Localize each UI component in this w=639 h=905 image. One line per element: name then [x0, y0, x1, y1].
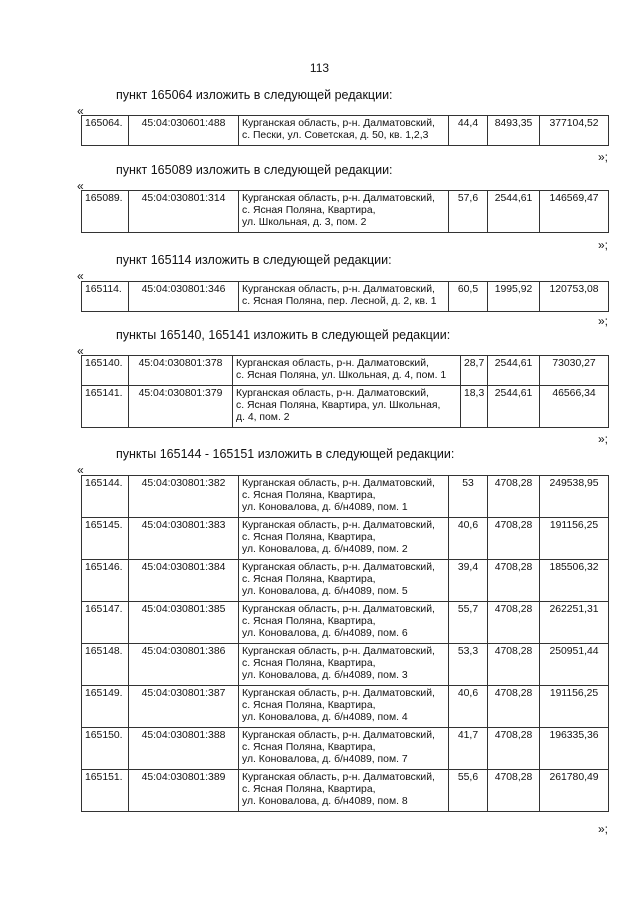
address-cell: [239, 686, 449, 728]
item-number-cell: 165146.: [82, 560, 129, 602]
address-cell: [239, 282, 449, 312]
address-line: с. Ясная Поляна, Квартира,: [242, 205, 376, 216]
unit-price-cell: 2544,61: [488, 191, 540, 233]
table-row: [82, 386, 609, 428]
cost-cell: 261780,49: [540, 770, 609, 812]
close-quote: »;: [598, 150, 609, 164]
table-row: [82, 686, 609, 728]
cost-cell: 191156,25: [540, 518, 609, 560]
address-line: с. Ясная Поляна, Квартира, ул. Школьная,: [236, 400, 441, 411]
address-line: с. Ясная Поляна, ул. Школьная, д. 4, пом. 1: [236, 370, 447, 381]
amendment-table: [81, 190, 609, 233]
area-cell: 60,5: [449, 282, 488, 312]
area-cell: 18,3: [461, 386, 488, 428]
open-quote: «: [77, 104, 84, 118]
cost-cell: 262251,31: [540, 602, 609, 644]
address-line: ул. Коновалова, д. б/н4089, пом. 5: [242, 586, 408, 597]
area-cell: 44,4: [449, 116, 488, 146]
address-line: Курганская область, р-н. Далматовский,: [242, 520, 435, 531]
address-line: ул. Коновалова, д. б/н4089, пом. 8: [242, 796, 408, 807]
close-quote: »;: [598, 432, 609, 446]
address-cell: [239, 191, 449, 233]
cost-cell: 377104,52: [540, 116, 609, 146]
item-number-cell: 165151.: [82, 770, 129, 812]
area-cell: 57,6: [449, 191, 488, 233]
cadastral-number-cell: 45:04:030801:388: [129, 728, 239, 770]
amendment-table: [81, 355, 609, 428]
unit-price-cell: 4708,28: [488, 686, 540, 728]
address-line: Курганская область, р-н. Далматовский,: [242, 772, 435, 783]
address-line: Курганская область, р-н. Далматовский,: [242, 604, 435, 615]
table-row: [82, 644, 609, 686]
cadastral-number-cell: 45:04:030801:384: [129, 560, 239, 602]
address-cell: [239, 602, 449, 644]
unit-price-cell: 8493,35: [488, 116, 540, 146]
area-cell: 53: [449, 476, 488, 518]
section-heading: пункты 165144 - 165151 изложить в следующей редакции:: [116, 447, 455, 461]
address-line: с. Ясная Поляна, Квартира,: [242, 700, 376, 711]
address-cell: [233, 356, 461, 386]
address-cell: [239, 728, 449, 770]
table-row: [82, 191, 609, 233]
table-row: [82, 728, 609, 770]
amendment-table: [81, 475, 609, 812]
address-line: ул. Школьная, д. 3, пом. 2: [242, 217, 367, 228]
open-quote: «: [77, 344, 84, 358]
section-heading: пункт 165114 изложить в следующей редакции:: [116, 253, 392, 267]
item-number-cell: 165144.: [82, 476, 129, 518]
open-quote: «: [77, 179, 84, 193]
address-line: Курганская область, р-н. Далматовский,: [242, 730, 435, 741]
amendment-table: [81, 115, 609, 146]
cost-cell: 249538,95: [540, 476, 609, 518]
item-number-cell: 165147.: [82, 602, 129, 644]
address-line: Курганская область, р-н. Далматовский,: [242, 688, 435, 699]
address-line: с. Ясная Поляна, Квартира,: [242, 784, 376, 795]
section-heading: пункт 165064 изложить в следующей редакции:: [116, 88, 393, 102]
unit-price-cell: 4708,28: [488, 770, 540, 812]
unit-price-cell: 4708,28: [488, 560, 540, 602]
page-number: 113: [309, 61, 330, 75]
unit-price-cell: 4708,28: [488, 602, 540, 644]
open-quote: «: [77, 463, 84, 477]
address-line: Курганская область, р-н. Далматовский,: [236, 358, 429, 369]
address-line: с. Ясная Поляна, Квартира,: [242, 658, 376, 669]
unit-price-cell: 1995,92: [488, 282, 540, 312]
table-row: [82, 116, 609, 146]
area-cell: 28,7: [461, 356, 488, 386]
cadastral-number-cell: 45:04:030801:314: [129, 191, 239, 233]
amendment-table: [81, 281, 609, 312]
cadastral-number-cell: 45:04:030801:387: [129, 686, 239, 728]
table-row: [82, 476, 609, 518]
cost-cell: 146569,47: [540, 191, 609, 233]
table-body: [82, 476, 609, 812]
open-quote: «: [77, 269, 84, 283]
unit-price-cell: 4708,28: [488, 518, 540, 560]
area-cell: 41,7: [449, 728, 488, 770]
unit-price-cell: 2544,61: [488, 356, 540, 386]
cadastral-number-cell: 45:04:030801:385: [129, 602, 239, 644]
item-number-cell: 165145.: [82, 518, 129, 560]
address-line: ул. Коновалова, д. б/н4089, пом. 1: [242, 502, 408, 513]
item-number-cell: 165148.: [82, 644, 129, 686]
address-line: с. Ясная Поляна, Квартира,: [242, 574, 376, 585]
area-cell: 55,7: [449, 602, 488, 644]
close-quote: »;: [598, 314, 609, 328]
cost-cell: 73030,27: [540, 356, 609, 386]
cadastral-number-cell: 45:04:030801:379: [129, 386, 233, 428]
item-number-cell: 165064.: [82, 116, 129, 146]
cost-cell: 196335,36: [540, 728, 609, 770]
address-cell: [239, 644, 449, 686]
address-line: ул. Коновалова, д. б/н4089, пом. 4: [242, 712, 408, 723]
unit-price-cell: 4708,28: [488, 728, 540, 770]
address-line: Курганская область, р-н. Далматовский,: [242, 284, 435, 295]
address-line: Курганская область, р-н. Далматовский,: [236, 388, 429, 399]
table-row: [82, 518, 609, 560]
cost-cell: 185506,32: [540, 560, 609, 602]
table-body: [82, 191, 609, 233]
close-quote: »;: [598, 238, 609, 252]
item-number-cell: 165149.: [82, 686, 129, 728]
item-number-cell: 165089.: [82, 191, 129, 233]
address-line: Курганская область, р-н. Далматовский,: [242, 646, 435, 657]
address-line: Курганская область, р-н. Далматовский,: [242, 118, 435, 129]
cost-cell: 250951,44: [540, 644, 609, 686]
address-line: ул. Коновалова, д. б/н4089, пом. 3: [242, 670, 408, 681]
area-cell: 40,6: [449, 686, 488, 728]
cost-cell: 120753,08: [540, 282, 609, 312]
item-number-cell: 165141.: [82, 386, 129, 428]
address-cell: [233, 386, 461, 428]
address-line: с. Ясная Поляна, Квартира,: [242, 616, 376, 627]
unit-price-cell: 4708,28: [488, 644, 540, 686]
address-cell: [239, 770, 449, 812]
address-line: ул. Коновалова, д. б/н4089, пом. 2: [242, 544, 408, 555]
address-line: с. Ясная Поляна, Квартира,: [242, 490, 376, 501]
address-cell: [239, 518, 449, 560]
address-cell: [239, 560, 449, 602]
table-body: [82, 282, 609, 312]
item-number-cell: 165140.: [82, 356, 129, 386]
item-number-cell: 165114.: [82, 282, 129, 312]
area-cell: 53,3: [449, 644, 488, 686]
area-cell: 55,6: [449, 770, 488, 812]
cost-cell: 191156,25: [540, 686, 609, 728]
address-line: с. Пески, ул. Советская, д. 50, кв. 1,2,3: [242, 130, 429, 141]
cadastral-number-cell: 45:04:030801:389: [129, 770, 239, 812]
table-body: [82, 116, 609, 146]
cadastral-number-cell: 45:04:030801:378: [129, 356, 233, 386]
item-number-cell: 165150.: [82, 728, 129, 770]
unit-price-cell: 4708,28: [488, 476, 540, 518]
cadastral-number-cell: 45:04:030801:382: [129, 476, 239, 518]
address-cell: [239, 116, 449, 146]
cadastral-number-cell: 45:04:030801:383: [129, 518, 239, 560]
cadastral-number-cell: 45:04:030801:386: [129, 644, 239, 686]
table-row: [82, 282, 609, 312]
close-quote: »;: [598, 822, 609, 836]
address-line: Курганская область, р-н. Далматовский,: [242, 478, 435, 489]
address-line: Курганская область, р-н. Далматовский,: [242, 562, 435, 573]
address-line: с. Ясная Поляна, пер. Лесной, д. 2, кв. 1: [242, 296, 437, 307]
section-heading: пункт 165089 изложить в следующей редакции:: [116, 163, 393, 177]
cadastral-number-cell: 45:04:030601:488: [129, 116, 239, 146]
address-line: д. 4, пом. 2: [236, 412, 290, 423]
address-line: с. Ясная Поляна, Квартира,: [242, 532, 376, 543]
address-line: с. Ясная Поляна, Квартира,: [242, 742, 376, 753]
table-row: [82, 356, 609, 386]
address-cell: [239, 476, 449, 518]
cadastral-number-cell: 45:04:030801:346: [129, 282, 239, 312]
section-heading: пункты 165140, 165141 изложить в следующей редакции:: [116, 328, 451, 342]
table-row: [82, 602, 609, 644]
address-line: ул. Коновалова, д. б/н4089, пом. 6: [242, 628, 408, 639]
address-line: ул. Коновалова, д. б/н4089, пом. 7: [242, 754, 408, 765]
table-body: [82, 356, 609, 428]
table-row: [82, 770, 609, 812]
unit-price-cell: 2544,61: [488, 386, 540, 428]
cost-cell: 46566,34: [540, 386, 609, 428]
table-row: [82, 560, 609, 602]
area-cell: 40,6: [449, 518, 488, 560]
area-cell: 39,4: [449, 560, 488, 602]
address-line: Курганская область, р-н. Далматовский,: [242, 193, 435, 204]
